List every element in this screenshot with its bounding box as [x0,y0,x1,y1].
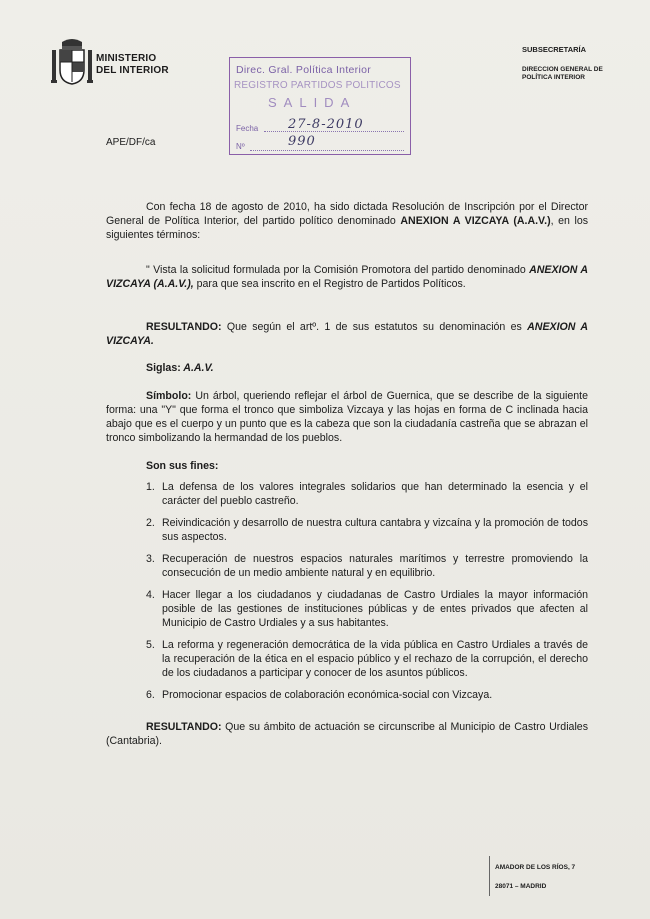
list-item [146,638,588,680]
address-line-1: AMADOR DE LOS RÍOS, 7 [495,864,576,871]
resultando-1-paragraph [106,320,588,348]
registry-stamp [229,57,411,155]
stamp-num-value: 990 [288,134,316,149]
resultando-2-text: Que su ámbito de actuación se circunscribe al Municipio de Castro Urdiales (Cantabria). [106,721,588,747]
list-item-text: La reforma y regeneración democrática de la vida pública en Castro Urdiales a través de la recuperación de la ética en el espacio público y el rechazo de la corrupción, el derecho de los ciudadanos a participar y conocer de los asuntos públicos. [162,639,588,679]
list-item-number: 1. [146,481,155,493]
stamp-num-label: Nº [236,142,245,151]
list-item [146,516,588,544]
list-item-number: 4. [146,589,155,601]
coat-of-arms-icon [50,36,94,88]
list-item [146,688,588,702]
siglas-label: Siglas: [146,362,181,374]
stamp-line-1: Direc. Gral. Política Interior [236,64,372,76]
list-item-number: 5. [146,639,155,651]
address-line-2: 28071 – MADRID [495,883,547,890]
list-item-text: Promocionar espacios de colaboración económica-social con Vizcaya. [162,689,493,701]
intro-pre: Con fecha 18 de agosto de 2010, ha sido dictada Resolución de Inscripción por el Director General de Política Interior, del partido político denominado [106,201,588,227]
stamp-fecha-value: 27-8-2010 [288,117,364,132]
intro-paragraph [106,200,588,242]
list-item [146,480,588,508]
resultando-1-text: Que según el artº. 1 de sus estatutos su denominación es [221,321,528,333]
ministry-line-2: DEL INTERIOR [96,65,169,76]
stamp-line-3: SALIDA [268,95,357,110]
quote-post: para que sea inscrito en el Registro de Partidos Políticos. [193,278,466,290]
stamp-line-2: REGISTRO PARTIDOS POLITICOS [234,80,401,91]
list-item-text: Recuperación de nuestros espacios naturales marítimos y terrestre promoviendo la consecución de un medio ambiente natural y en equilibrio. [162,553,588,579]
resultando-1-name: ANEXION A VIZCAYA. [106,321,588,347]
siglas-line [146,362,214,374]
direccion-line-2: POLÍTICA INTERIOR [522,74,585,81]
list-item-text: Reivindicación y desarrollo de nuestra cultura cantabra y vizcaína y la promoción de todos sus aspectos. [162,517,588,543]
quote-pre: " Vista la solicitud formulada por la Comisión Promotora del partido denominado [146,264,530,276]
intro-party: ANEXION A VIZCAYA (A.A.V.) [400,215,551,227]
quote-paragraph [106,263,588,291]
list-item [146,552,588,580]
resultando-2-label: RESULTANDO: [146,721,222,733]
address-divider [489,856,490,896]
subsecretaria-label: SUBSECRETARÍA [522,45,587,54]
list-item-text: Hacer llegar a los ciudadanos y ciudadanas de Castro Urdiales la mayor información posible de las gestiones de instituciones públicas y de entes privados que afecten al Municipio de Castro Urdiales y a sus habitantes. [162,589,588,629]
fines-heading: Son sus fines: [146,460,219,472]
list-item-number: 3. [146,553,155,565]
list-item-number: 2. [146,517,155,529]
direccion-line-1: DIRECCION GENERAL DE [522,66,603,73]
resultando-1-label: RESULTANDO: [146,321,222,333]
ministry-name [96,53,169,77]
stamp-num-underline [250,150,404,151]
reference-code: APE/DF/ca [106,137,156,148]
simbolo-paragraph [106,389,588,445]
intro-post: , en los siguientes términos: [106,215,589,241]
list-item [146,588,588,630]
simbolo-text: Un árbol, queriendo reflejar el árbol de Guernica, que se describe de la siguiente forma: una "Y" que forma el tronco que simboliza Vizcaya y las hojas en forma de C inclinada hacia abajo que es el cuerpo y un punto que es la cabeza que son la ciudadanía castreña que se abrazan el tronco simbolizando la hermandad de los pueblos. [106,390,588,444]
direccion-general-label [522,66,603,82]
stamp-fecha-label: Fecha [236,124,259,133]
list-item-text: La defensa de los valores integrales solidarios que han determinado la esencia y el carácter del pueblo castreño. [162,481,588,507]
siglas-value: A.A.V. [180,362,214,374]
quote-party: ANEXION A VIZCAYA (A.A.V.), [106,264,588,290]
simbolo-label: Símbolo: [146,390,192,402]
list-item-number: 6. [146,689,155,701]
fines-list [146,480,588,710]
resultando-2-paragraph [106,720,588,748]
ministry-line-1: MINISTERIO [96,53,157,64]
